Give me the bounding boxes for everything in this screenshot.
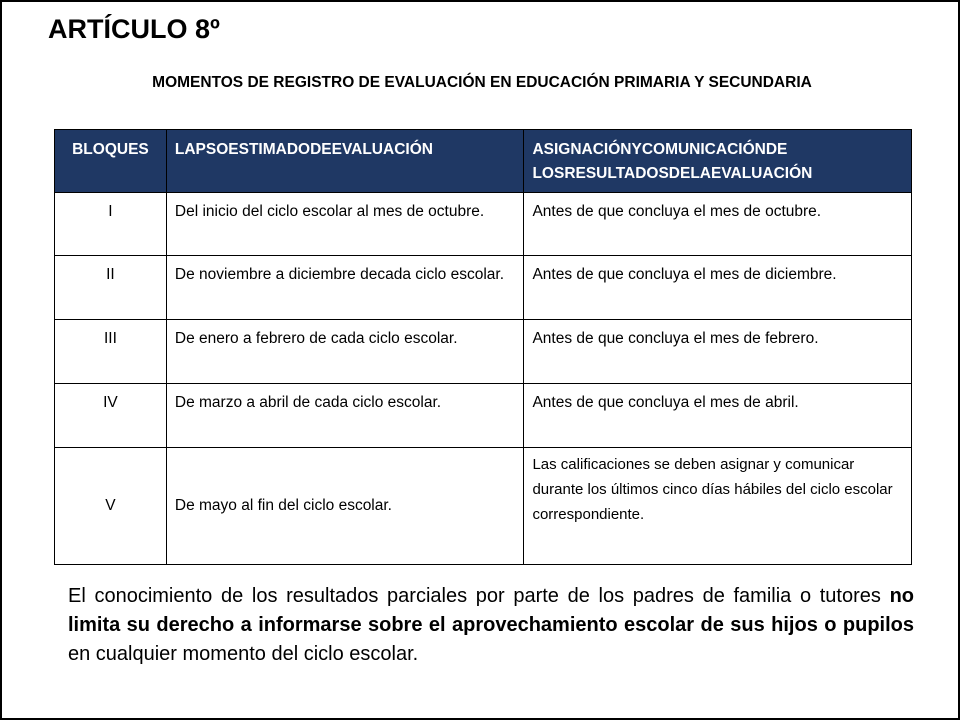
table-row bbox=[55, 256, 912, 320]
paragraph-text-end: en cualquier momento del ciclo escolar. bbox=[68, 643, 419, 665]
table-row bbox=[55, 193, 912, 256]
lapso-cell: De enero a febrero de cada ciclo escolar. bbox=[166, 320, 524, 384]
asignacion-cell: Antes de que concluya el mes de octubre. bbox=[524, 193, 912, 256]
bloque-cell: III bbox=[55, 320, 167, 384]
bloque-cell: IV bbox=[55, 384, 167, 448]
evaluation-table bbox=[54, 129, 912, 565]
bloque-cell: II bbox=[55, 256, 167, 320]
lapso-cell: Del inicio del ciclo escolar al mes de octubre. bbox=[166, 193, 524, 256]
asignacion-cell: Antes de que concluya el mes de diciembre. bbox=[524, 256, 912, 320]
table-header-row bbox=[55, 130, 912, 193]
asignacion-cell: Antes de que concluya el mes de febrero. bbox=[524, 320, 912, 384]
bloque-cell: V bbox=[55, 448, 167, 565]
table-subtitle: MOMENTOS DE REGISTRO DE EVALUACIÓN EN EDUCACIÓN PRIMARIA Y SECUNDARIA bbox=[152, 74, 812, 91]
table-row bbox=[55, 448, 912, 565]
header-asignacion: ASIGNACIÓNYCOMUNICACIÓNDE LOSRESULTADOSDELAEVALUACIÓN bbox=[524, 130, 912, 193]
lapso-cell: De mayo al fin del ciclo escolar. bbox=[166, 448, 524, 565]
paragraph-bold-text: no limita su derecho a informarse sobre el aprovechamiento escolar de sus hijos o pupilos bbox=[68, 585, 914, 636]
article-title: ARTÍCULO 8º bbox=[48, 14, 220, 44]
closing-paragraph bbox=[68, 582, 914, 669]
header-lapso: LAPSOESTIMADODEEVALUACIÓN bbox=[166, 130, 524, 193]
lapso-cell: De noviembre a diciembre decada ciclo escolar. bbox=[166, 256, 524, 320]
table-row bbox=[55, 320, 912, 384]
asignacion-cell: Las calificaciones se deben asignar y comunicar durante los últimos cinco días hábiles del ciclo escolar correspondiente. bbox=[524, 448, 912, 565]
lapso-cell: De marzo a abril de cada ciclo escolar. bbox=[166, 384, 524, 448]
paragraph-text: El conocimiento de los resultados parciales por parte de los padres de familia o tutores bbox=[68, 585, 890, 607]
bloque-cell: I bbox=[55, 193, 167, 256]
asignacion-cell: Antes de que concluya el mes de abril. bbox=[524, 384, 912, 448]
table-row bbox=[55, 384, 912, 448]
header-bloques: BLOQUES bbox=[55, 130, 167, 193]
